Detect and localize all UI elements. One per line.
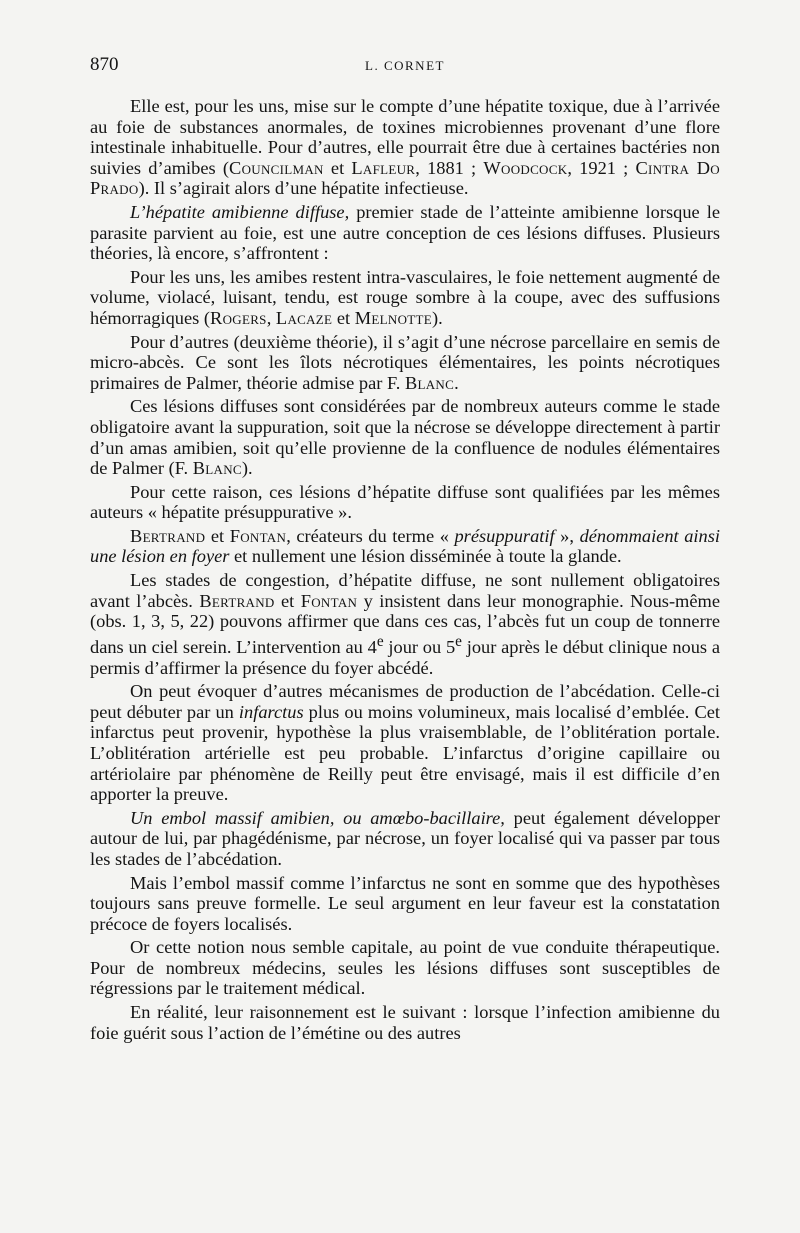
text-run: », bbox=[554, 525, 580, 546]
text-run: y insistent dans leur monographie. Nous-même (obs. 1, 3, 5, 22) pouvons affirmer que dans ces cas, l’abcès fut un coup de tonnerre dans un ciel serein. L’intervention au 4 bbox=[90, 590, 720, 657]
text-run: ). Il s’agirait alors d’une hépatite infectieuse. bbox=[138, 178, 469, 199]
text-run: , 1921 ; bbox=[567, 157, 636, 178]
text-run: Elle est, pour les uns, mise sur le compte d’une hépatite toxique, due à l’arrivée au foie de substances anormales, de toxines microbiennes provenant d’une flore intestinale inhabituelle. Pour d’autres, elle pourrait être due à certaines bactéries non suivies d’amibes ( bbox=[90, 96, 720, 178]
text-run: Pour cette raison, ces lésions d’hépatite diffuse sont qualifiées par les mêmes auteurs « hépatite présuppurative ». bbox=[90, 481, 720, 523]
body-text bbox=[90, 96, 720, 1043]
paragraph-3 bbox=[90, 267, 720, 329]
author-name: Blanc bbox=[404, 372, 455, 393]
paragraph-2 bbox=[90, 202, 720, 264]
page-header bbox=[90, 54, 720, 82]
paragraph-8 bbox=[90, 570, 720, 678]
italic-phrase: dénommaient ainsi une lésion en foyer bbox=[90, 525, 720, 567]
text-run: et bbox=[205, 525, 230, 546]
italic-term: présuppuratif bbox=[454, 525, 555, 546]
paragraph-10 bbox=[90, 808, 720, 870]
text-run: Ces lésions diffuses sont considérées par de nombreux auteurs comme le stade obligatoire avant la suppuration, soit que la nécrose se développe directement à partir d’un amas amibien, soit qu’elle provienne de la confluence de nodules élémentaires de Palmer (F. bbox=[90, 396, 720, 479]
author-name: Rogers bbox=[210, 307, 267, 328]
text-run: , bbox=[266, 307, 276, 328]
text-run: Pour d’autres (deuxième théorie), il s’agit d’une nécrose parcellaire en semis de micro-abcès. Ce sont les îlots nécrotiques élémentaires, les points nécrotiques primaires de Palmer, théorie admise par F. bbox=[90, 331, 720, 393]
paragraph-4 bbox=[90, 332, 720, 394]
paragraph-6 bbox=[90, 482, 720, 523]
text-run: ). bbox=[241, 458, 253, 479]
author-name: Bertrand bbox=[199, 590, 275, 611]
superscript: e bbox=[376, 632, 384, 650]
document-page bbox=[90, 54, 720, 1046]
superscript: e bbox=[455, 632, 462, 650]
text-run: premier stade de l’atteinte amibienne lorsque le parasite parvient au foie, est une autre conception de ces lésions diffuses. Plusieurs théories, là encore, s’affrontent : bbox=[90, 201, 720, 264]
author-name: Woodcock bbox=[483, 157, 568, 178]
author-name: Bertrand bbox=[130, 525, 206, 546]
text-run: et bbox=[274, 590, 301, 611]
author-name: Fontan bbox=[229, 525, 287, 546]
text-run: jour après le début clinique nous a permis d’affirmer la présence du foyer abcédé. bbox=[90, 636, 720, 678]
text-run: Les stades de congestion, d’hépatite diffuse, ne sont nullement obligatoires avant l’abcès. bbox=[90, 570, 720, 611]
running-head: L. CORNET bbox=[365, 58, 445, 73]
text-run: , 1881 ; bbox=[415, 157, 484, 178]
text-run: On peut évoquer d’autres mécanismes de production de l’abcédation. Celle-ci peut débuter par un bbox=[90, 681, 720, 722]
author-name: Councilman bbox=[229, 157, 324, 178]
paragraph-1 bbox=[90, 96, 720, 199]
text-run: jour ou 5 bbox=[383, 636, 456, 657]
paragraph-11 bbox=[90, 873, 720, 935]
paragraph-13 bbox=[90, 1002, 720, 1043]
author-name: Melnotte bbox=[354, 307, 432, 328]
author-name: Lafleur bbox=[351, 157, 416, 178]
italic-term: Un embol massif amibien, ou amœbo-bacillaire, bbox=[130, 807, 505, 828]
paragraph-5 bbox=[90, 396, 720, 478]
text-run: peut également développer autour de lui, par phagédénisme, par nécrose, un foyer localisé qui va passer par tous les stades de l’abcédation. bbox=[90, 807, 720, 869]
paragraph-7 bbox=[90, 526, 720, 567]
page-number: 870 bbox=[90, 54, 119, 75]
author-name: Lacaze bbox=[275, 307, 333, 328]
author-name: Cintra Do Prado bbox=[90, 157, 720, 199]
text-run: Or cette notion nous semble capitale, au point de vue conduite thérapeutique. Pour de nombreux médecins, seules les lésions diffuses sont susceptibles de régressions par le traitement médical. bbox=[90, 937, 720, 999]
text-run: et nullement une lésion disséminée à toute la glande. bbox=[229, 546, 622, 567]
text-run: et bbox=[323, 157, 352, 178]
text-run: . bbox=[454, 372, 459, 393]
paragraph-12 bbox=[90, 937, 720, 999]
text-run: ). bbox=[431, 307, 443, 328]
text-run: , créateurs du terme « bbox=[286, 525, 455, 546]
paragraph-9 bbox=[90, 681, 720, 805]
text-run: et bbox=[332, 307, 355, 328]
text-run: Pour les uns, les amibes restent intra-vasculaires, le foie nettement augmenté de volume, violacé, luisant, tendu, est rouge sombre à la coupe, avec des suffusions hémorragiques ( bbox=[90, 266, 720, 328]
text-run: plus ou moins volumineux, mais localisé d’emblée. Cet infarctus peut provenir, hypothèse la plus vraisemblable, de l’oblitération portale. L’oblitération artérielle est peu probable. L’infarctus d’origine capillaire ou artériolaire par phénomène de Reilly peut être envisagé, mais il est difficile d’en apporter la preuve. bbox=[90, 701, 720, 805]
text-run: En réalité, leur raisonnement est le suivant : lorsque l’infection amibienne du foie guérit sous l’action de l’émétine ou des autres bbox=[90, 1002, 720, 1043]
author-name: Fontan bbox=[300, 590, 358, 611]
italic-term: L’hépatite amibienne diffuse, bbox=[130, 201, 350, 222]
author-name: Blanc bbox=[192, 458, 242, 479]
text-run: Mais l’embol massif comme l’infarctus ne sont en somme que des hypothèses toujours sans preuve formelle. Le seul argument en leur faveur est la constatation précoce de foyers localisés. bbox=[90, 872, 720, 934]
italic-term: infarctus bbox=[238, 701, 304, 722]
